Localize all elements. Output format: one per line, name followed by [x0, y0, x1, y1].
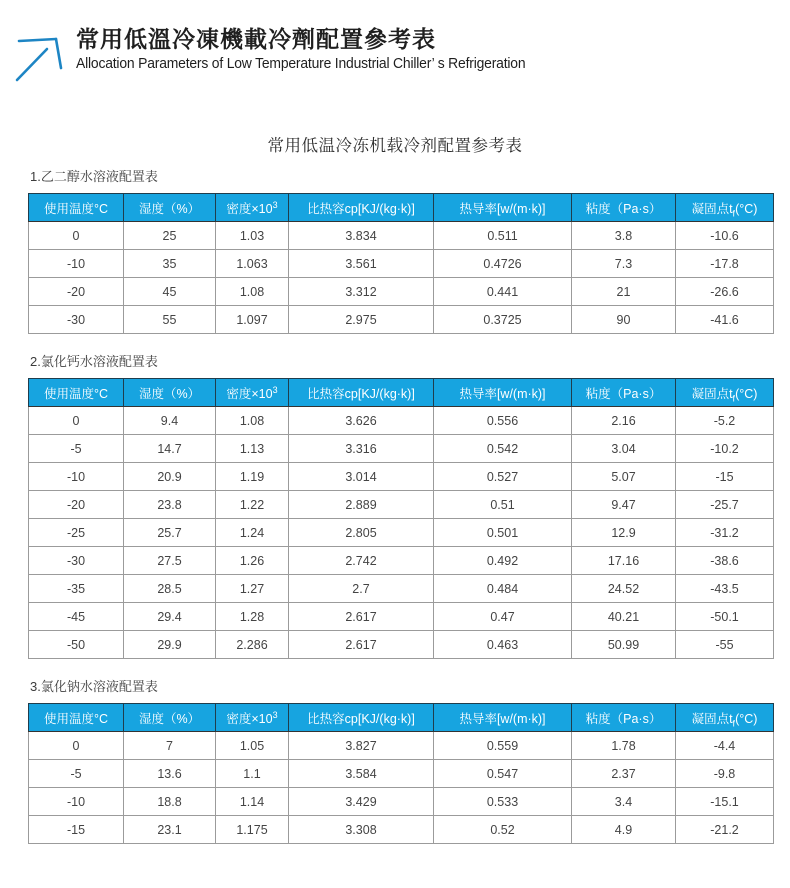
- solution-section: [0, 678, 790, 844]
- data-cell: 24.52: [572, 575, 676, 603]
- solution-section: [0, 168, 790, 334]
- data-cell: 0: [29, 732, 124, 760]
- data-cell: 1.08: [216, 407, 289, 435]
- data-cell: 14.7: [124, 435, 216, 463]
- table-row: [29, 222, 774, 250]
- column-header: 比热容cp[KJ/(kg·k)]: [289, 194, 434, 222]
- section-label: 1.乙二醇水溶液配置表: [30, 169, 158, 184]
- table-row: [29, 278, 774, 306]
- column-header: 密度$\times 10^3$: [216, 704, 289, 732]
- data-cell: 0.441: [434, 278, 572, 306]
- data-cell: 2.16: [572, 407, 676, 435]
- data-cell: 50.99: [572, 631, 676, 659]
- table-row: [29, 491, 774, 519]
- table-row: [29, 732, 774, 760]
- data-cell: 0.511: [434, 222, 572, 250]
- data-cell: -25.7: [676, 491, 774, 519]
- column-header: 粘度（Pa·s）: [572, 194, 676, 222]
- data-cell: 28.5: [124, 575, 216, 603]
- parameters-table: [28, 378, 774, 659]
- column-header: 热导率[w/(m·k)]: [434, 194, 572, 222]
- document-title: 常用低温冷冻机载冷剂配置参考表: [267, 137, 523, 155]
- column-header: 凝固点$t_f(^\circ C)$: [676, 379, 774, 407]
- data-cell: 1.19: [216, 463, 289, 491]
- data-cell: -43.5: [676, 575, 774, 603]
- data-cell: 7: [124, 732, 216, 760]
- data-cell: -20: [29, 278, 124, 306]
- data-cell: -10: [29, 788, 124, 816]
- header-row: [29, 704, 774, 732]
- data-cell: 35: [124, 250, 216, 278]
- data-cell: 0.501: [434, 519, 572, 547]
- data-cell: 0.533: [434, 788, 572, 816]
- data-cell: 2.286: [216, 631, 289, 659]
- section-label: 3.氯化钠水溶液配置表: [30, 679, 158, 694]
- data-cell: 9.4: [124, 407, 216, 435]
- data-cell: 1.063: [216, 250, 289, 278]
- table-row: [29, 463, 774, 491]
- table-row: [29, 760, 774, 788]
- data-cell: -50.1: [676, 603, 774, 631]
- data-cell: -30: [29, 547, 124, 575]
- table-row: [29, 250, 774, 278]
- data-cell: 0.47: [434, 603, 572, 631]
- column-header: 凝固点$t_f(^\circ C)$: [676, 194, 774, 222]
- data-cell: 21: [572, 278, 676, 306]
- masthead: [0, 0, 790, 84]
- parameters-table: [28, 703, 774, 844]
- column-header: 湿度（%）: [124, 704, 216, 732]
- data-cell: 3.312: [289, 278, 434, 306]
- data-cell: 1.08: [216, 278, 289, 306]
- data-cell: 0.4726: [434, 250, 572, 278]
- column-header: 使用温度°C: [29, 194, 124, 222]
- data-cell: -30: [29, 306, 124, 334]
- data-cell: 0.527: [434, 463, 572, 491]
- table-row: [29, 575, 774, 603]
- column-header: 使用温度°C: [29, 379, 124, 407]
- table-row: [29, 306, 774, 334]
- data-cell: 1.28: [216, 603, 289, 631]
- sections-container: [0, 168, 790, 844]
- table-row: [29, 631, 774, 659]
- data-cell: 2.617: [289, 603, 434, 631]
- data-cell: 0.3725: [434, 306, 572, 334]
- table-row: [29, 603, 774, 631]
- data-cell: 45: [124, 278, 216, 306]
- data-cell: 23.8: [124, 491, 216, 519]
- data-cell: -5.2: [676, 407, 774, 435]
- solution-section: [0, 353, 790, 659]
- column-header: 湿度（%）: [124, 379, 216, 407]
- column-header: 凝固点$t_f(^\circ C)$: [676, 704, 774, 732]
- data-cell: 1.1: [216, 760, 289, 788]
- data-cell: 1.05: [216, 732, 289, 760]
- masthead-text: [76, 24, 544, 72]
- data-cell: 0.484: [434, 575, 572, 603]
- data-cell: 0: [29, 222, 124, 250]
- data-cell: -38.6: [676, 547, 774, 575]
- data-cell: 1.22: [216, 491, 289, 519]
- header-row: [29, 194, 774, 222]
- data-cell: -20: [29, 491, 124, 519]
- table-row: [29, 435, 774, 463]
- data-cell: 0.559: [434, 732, 572, 760]
- data-cell: 9.47: [572, 491, 676, 519]
- data-cell: 3.827: [289, 732, 434, 760]
- data-cell: 13.6: [124, 760, 216, 788]
- data-cell: 25.7: [124, 519, 216, 547]
- column-header: 比热容cp[KJ/(kg·k)]: [289, 379, 434, 407]
- data-cell: -10.2: [676, 435, 774, 463]
- data-cell: 23.1: [124, 816, 216, 844]
- column-header: 比热容cp[KJ/(kg·k)]: [289, 704, 434, 732]
- data-cell: -41.6: [676, 306, 774, 334]
- data-cell: 3.584: [289, 760, 434, 788]
- parameters-table: [28, 193, 774, 334]
- data-cell: 1.13: [216, 435, 289, 463]
- data-cell: -4.4: [676, 732, 774, 760]
- data-cell: 1.78: [572, 732, 676, 760]
- column-header: 湿度（%）: [124, 194, 216, 222]
- data-cell: -17.8: [676, 250, 774, 278]
- data-cell: 3.316: [289, 435, 434, 463]
- table-row: [29, 816, 774, 844]
- data-cell: -15.1: [676, 788, 774, 816]
- data-cell: 0.51: [434, 491, 572, 519]
- data-cell: 2.889: [289, 491, 434, 519]
- page-title: 常用低溫冷凍機載冷劑配置參考表: [76, 26, 436, 52]
- data-cell: 3.561: [289, 250, 434, 278]
- data-cell: 3.04: [572, 435, 676, 463]
- up-right-arrow-icon: [14, 28, 66, 84]
- data-cell: 1.175: [216, 816, 289, 844]
- header-row: [29, 379, 774, 407]
- column-header: 热导率[w/(m·k)]: [434, 379, 572, 407]
- data-cell: 1.097: [216, 306, 289, 334]
- data-cell: -15: [29, 816, 124, 844]
- data-cell: 1.03: [216, 222, 289, 250]
- table-row: [29, 407, 774, 435]
- data-cell: 0.492: [434, 547, 572, 575]
- data-cell: -25: [29, 519, 124, 547]
- data-cell: 3.014: [289, 463, 434, 491]
- data-cell: 29.9: [124, 631, 216, 659]
- data-cell: -50: [29, 631, 124, 659]
- data-cell: 0.52: [434, 816, 572, 844]
- data-cell: 3.308: [289, 816, 434, 844]
- data-cell: 0.463: [434, 631, 572, 659]
- column-header: 密度$\times 10^3$: [216, 379, 289, 407]
- data-cell: 2.617: [289, 631, 434, 659]
- data-cell: -5: [29, 435, 124, 463]
- data-cell: 12.9: [572, 519, 676, 547]
- data-cell: 2.7: [289, 575, 434, 603]
- column-header: 粘度（Pa·s）: [572, 379, 676, 407]
- data-cell: 55: [124, 306, 216, 334]
- data-cell: 2.805: [289, 519, 434, 547]
- data-cell: 0.542: [434, 435, 572, 463]
- table-row: [29, 547, 774, 575]
- data-cell: 3.4: [572, 788, 676, 816]
- data-cell: 1.14: [216, 788, 289, 816]
- table-row: [29, 788, 774, 816]
- column-header: 密度$\times 10^3$: [216, 194, 289, 222]
- data-cell: 20.9: [124, 463, 216, 491]
- data-cell: 18.8: [124, 788, 216, 816]
- column-header: 热导率[w/(m·k)]: [434, 704, 572, 732]
- data-cell: 90: [572, 306, 676, 334]
- data-cell: -26.6: [676, 278, 774, 306]
- data-cell: 1.26: [216, 547, 289, 575]
- data-cell: -10: [29, 463, 124, 491]
- data-cell: -10: [29, 250, 124, 278]
- column-header: 粘度（Pa·s）: [572, 704, 676, 732]
- data-cell: 7.3: [572, 250, 676, 278]
- section-label: 2.氯化钙水溶液配置表: [30, 354, 158, 369]
- data-cell: -35: [29, 575, 124, 603]
- data-cell: 3.8: [572, 222, 676, 250]
- data-cell: 1.27: [216, 575, 289, 603]
- data-cell: 3.429: [289, 788, 434, 816]
- data-cell: -21.2: [676, 816, 774, 844]
- data-cell: 0.547: [434, 760, 572, 788]
- data-cell: -31.2: [676, 519, 774, 547]
- data-cell: 2.742: [289, 547, 434, 575]
- data-cell: -55: [676, 631, 774, 659]
- data-cell: 0.556: [434, 407, 572, 435]
- data-cell: 4.9: [572, 816, 676, 844]
- data-cell: -10.6: [676, 222, 774, 250]
- data-cell: 40.21: [572, 603, 676, 631]
- data-cell: -15: [676, 463, 774, 491]
- data-cell: 0: [29, 407, 124, 435]
- data-cell: 3.626: [289, 407, 434, 435]
- data-cell: 17.16: [572, 547, 676, 575]
- data-cell: 27.5: [124, 547, 216, 575]
- table-row: [29, 519, 774, 547]
- data-cell: 3.834: [289, 222, 434, 250]
- data-cell: 2.975: [289, 306, 434, 334]
- data-cell: -45: [29, 603, 124, 631]
- data-cell: 29.4: [124, 603, 216, 631]
- data-cell: 2.37: [572, 760, 676, 788]
- data-cell: 5.07: [572, 463, 676, 491]
- data-cell: 1.24: [216, 519, 289, 547]
- column-header: 使用温度°C: [29, 704, 124, 732]
- data-cell: 25: [124, 222, 216, 250]
- page-subtitle: Allocation Parameters of Low Temperature Industrial Chiller’ s Refrigeration: [76, 56, 526, 72]
- data-cell: -5: [29, 760, 124, 788]
- data-cell: -9.8: [676, 760, 774, 788]
